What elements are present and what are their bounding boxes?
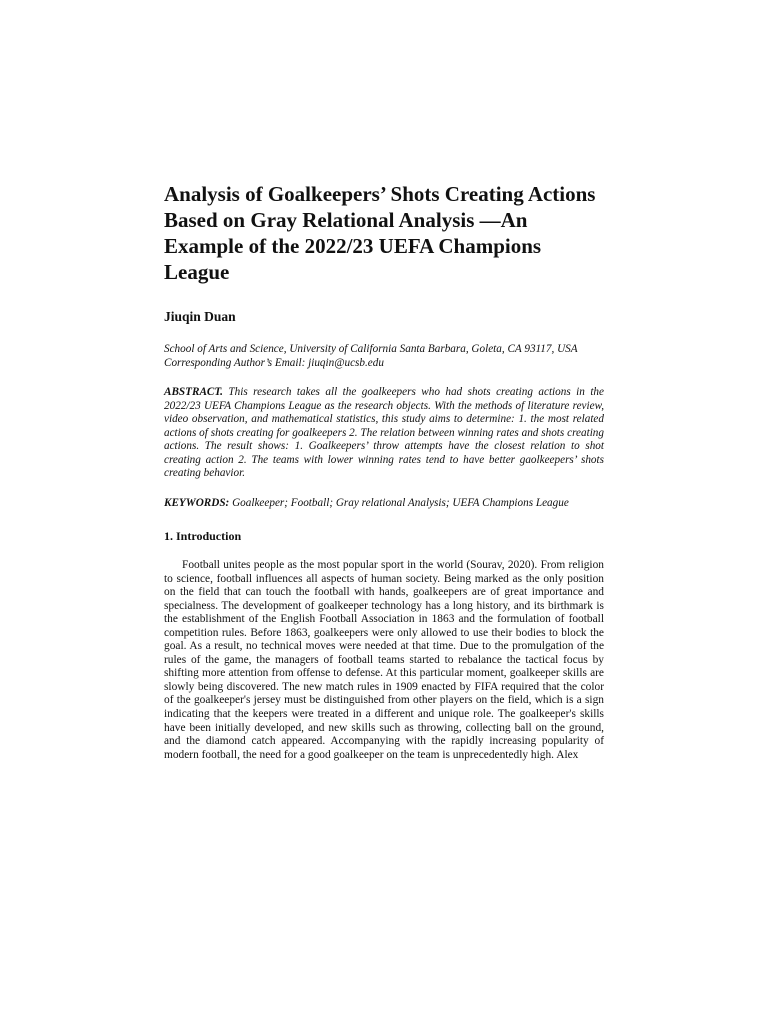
keywords-text: Goalkeeper; Football; Gray relational Analysis; UEFA Champions League (229, 496, 569, 509)
section-heading: 1. Introduction (164, 529, 242, 543)
abstract-label: ABSTRACT. (164, 386, 223, 398)
abstract (164, 386, 604, 481)
affiliation-text: School of Arts and Science, University of California Santa Barbara, Goleta, CA 93117, USA (164, 343, 578, 355)
paper-page (164, 181, 604, 762)
keywords-label: KEYWORDS: (164, 496, 230, 509)
paper-title: Analysis of Goalkeepers’ Shots Creating Actions Based on Gray Relational Analysis —An Example of the 2022/23 UEFA Champions League (164, 182, 596, 284)
intro-paragraph: Football unites people as the most popular sport in the world (Sourav, 2020). From religion to science, football influences all aspects of human society. Being marked as the only position on the field that can touch the football with hands, goalkeepers are of great importance and specialness. The development of goalkeeper technology has a long history, and its birthmark is the establishment of the English Football Association in 1863 and the formulation of football competition rules. Before 1863, goalkeepers were only allowed to use their bodies to block the goal. As a result, no technical moves were needed at that time. Due to the promulgation of the rules of the game, the managers of football teams started to rebalance the tactical focus by shifting more attention from offense to defense. At this particular moment, goalkeeper skills are slowly being discovered. The new match rules in 1909 enacted by FIFA required that the color of the goalkeeper's jersey must be distinguished from other players on the field, which is a sign indicating that the keepers were treated in a different and unique role. The goalkeeper's skills have been initially developed, and new skills such as throwing, collecting ball on the ground, and the diamond catch appeared. Accompanying with the rapidly increasing popularity of modern football, the need for a good goalkeeper on the team is unprecedentedly high. Alex (164, 559, 604, 761)
email-line: Corresponding Author’s Email: jiuqin@ucsb.edu (164, 356, 384, 369)
affiliation-block (164, 343, 604, 370)
abstract-text: This research takes all the goalkeepers who had shots creating actions in the 2022/23 UEFA Champions League as the research objects. With the methods of literature review, video observation, and mathematical statistics, this study aims to determine: 1. the most related actions of shots creating for goalkeepers 2. The relation between winning rates and shots creating actions. The result shows: 1. Goalkeepers’ throw attempts have the closest relation to shot creating action 2. The teams with lower winning rates tend to have better gaolkeepers’ shots creating behavior. (164, 386, 604, 479)
author-name: Jiuqin Duan (164, 309, 236, 324)
keywords (164, 497, 604, 511)
